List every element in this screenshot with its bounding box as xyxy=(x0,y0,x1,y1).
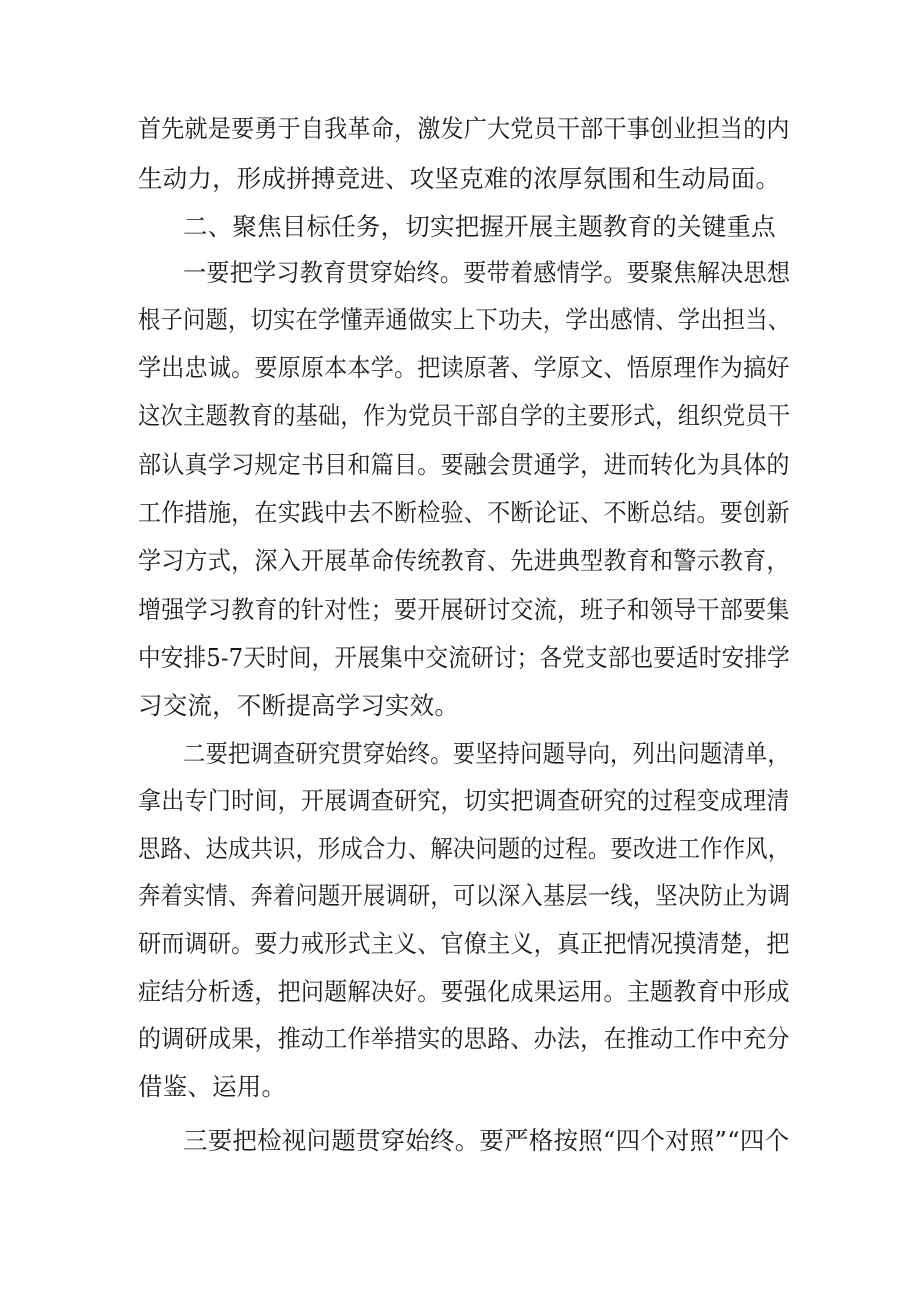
text-line: 三要把检视问题贯穿始终。要严格按照“四个对照”“四个 xyxy=(183,1126,790,1155)
text-line: 生动力，形成拼搏竞进、攻坚克难的浓厚氛围和生动局面。 xyxy=(138,164,781,193)
text-line: 二要把调查研究贯穿始终。要坚持问题导向，列出问题清单， xyxy=(183,739,790,768)
text-line: 根子问题，切实在学懂弄通做实上下功夫，学出感情、学出担当、 xyxy=(138,305,791,334)
text-line: 中安排5-7天时间，开展集中交流研讨；各党支部也要适时安排学 xyxy=(138,643,790,672)
section-heading: 二、聚焦目标任务，切实把握开展主题教育的关键重点 xyxy=(183,212,776,241)
text-line: 拿出专门时间，开展调查研究，切实把调查研究的过程变成理清 xyxy=(138,786,790,815)
text-line: 学习方式，深入开展革命传统教育、先进典型教育和警示教育， xyxy=(138,546,790,575)
text-line: 的调研成果，推动工作举措实的思路、办法，在推动工作中充分 xyxy=(138,1024,790,1053)
text-line: 这次主题教育的基础，作为党员干部自学的主要形式，组织党员干 xyxy=(138,401,791,430)
text-line: 习交流，不断提高学习实效。 xyxy=(138,691,460,720)
text-line: 思路、达成共识，形成合力、解决问题的过程。要改进工作作风， xyxy=(138,834,791,863)
text-line: 借鉴、运用。 xyxy=(138,1072,287,1101)
text-line: 奔着实情、奔着问题开展调研，可以深入基层一线，坚决防止为调 xyxy=(138,881,791,910)
text-line: 研而调研。要力戒形式主义、官僚主义，真正把情况摸清楚，把 xyxy=(138,929,790,958)
text-line: 症结分析透，把问题解决好。要强化成果运用。主题教育中形成 xyxy=(138,977,790,1006)
text-line: 工作措施，在实践中去不断检验、不断论证、不断总结。要创新 xyxy=(138,498,790,527)
text-line: 增强学习教育的针对性；要开展研讨交流，班子和领导干部要集 xyxy=(138,595,790,624)
text-line: 学出忠诚。要原原本本学。把读原著、学原文、悟原理作为搞好 xyxy=(138,353,790,382)
text-line: 首先就是要勇于自我革命，激发广大党员干部干事创业担当的内 xyxy=(138,114,790,143)
text-line: 一要把学习教育贯穿始终。要带着感情学。要聚焦解决思想 xyxy=(183,258,791,287)
text-line: 部认真学习规定书目和篇目。要融会贯通学，进而转化为具体的 xyxy=(138,450,790,479)
